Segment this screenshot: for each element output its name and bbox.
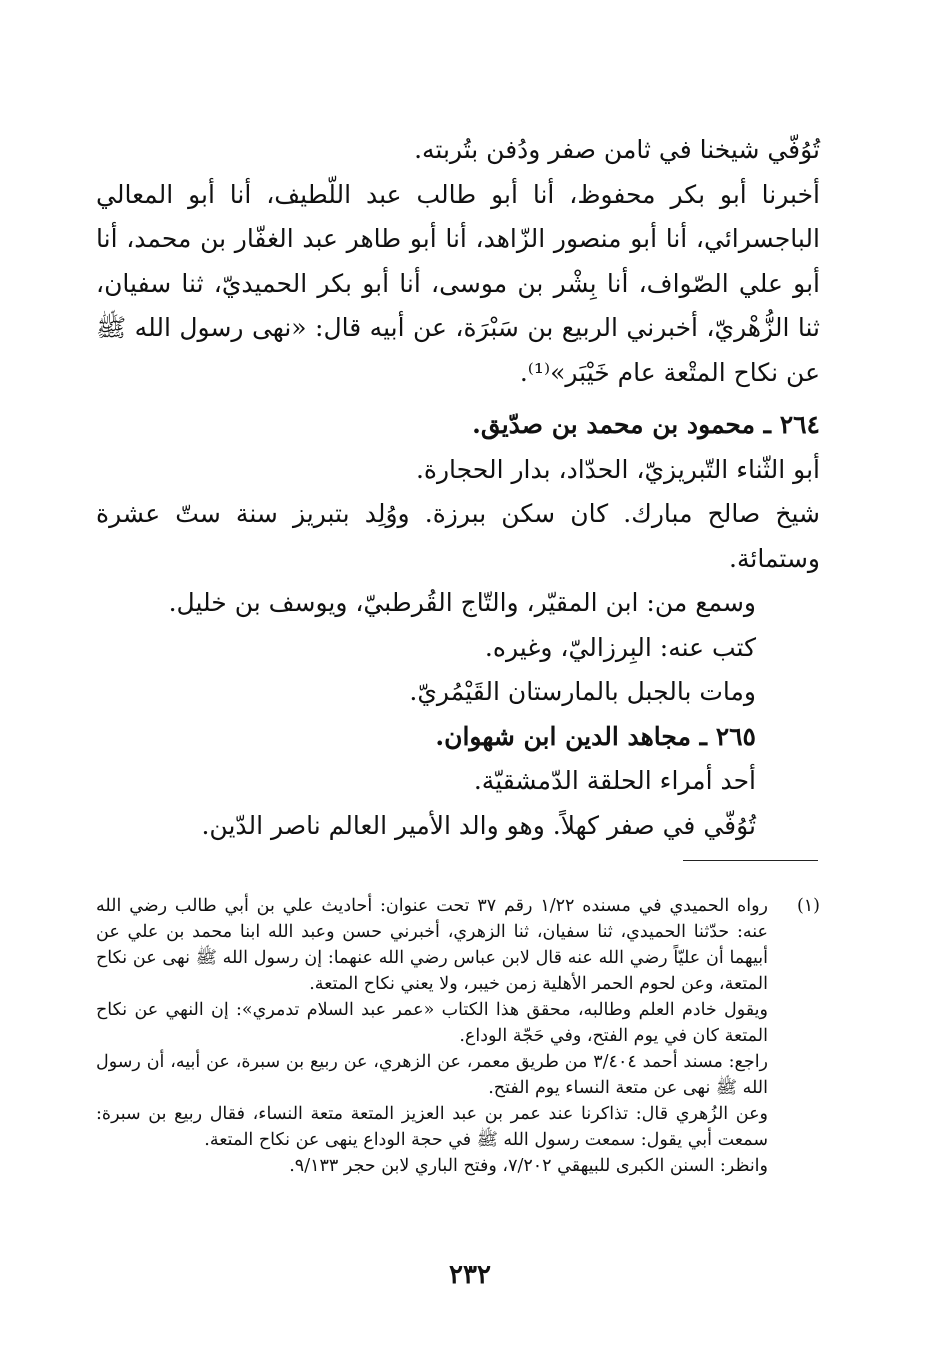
footnote-paragraph: وعن الزُهري قال: تذاكرنا عند عمر بن عبد العزيز المتعة متعة النساء، فقال ربيع بن سبرة: سمعت أبي يقول: سمعت رسول الله ﷺ في حجة الوداع ينهى عن نكاح المتعة. [96,1104,768,1150]
footnote-paragraph: ويقول خادم العلم وطالبه، محقق هذا الكتاب «عمر عبد السلام تدمري»: إن النهي عن نكاح المتعة كان في يوم الفتح، وفي حَجّة الوداع. [96,1000,768,1046]
entry-265-line: تُوُفّي في صفر كهلاً. وهو والد الأمير العالم ناصر الدّين. [201,810,756,840]
footnotes [96,893,820,1179]
entry-265-line: أحد أمراء الحلقة الدّمشقيّة. [473,766,756,795]
paragraph-hadith-chain: أخبرنا أبو بكر محفوظ، أنا أبو طالب عبد اللّطيف، أنا أبو المعالي الباجسرائي، أنا أبو منصور الزّاهد، أنا أبو طاهر عبد الغفّار بن محمد، أنا أبو علي الصّواف، أنا بِشْر بن موسى، أنا أبو بكر الحميديّ، ثنا سفيان، ثنا الزُّهْريّ، أخبرني الربيع بن سَبْرَة، عن أبيه قال: «نهى رسول الله ﷺ عن نكاح المتْعة عام خَيْبَر»⁽¹⁾. [96,179,820,387]
footnote-1 [96,893,820,1179]
footnote-divider [683,860,818,861]
footnote-paragraph: راجع: مسند أحمد ٣/٤٠٤ من طريق معمر، عن الزهري، عن ربيع بن سبرة، عن أبيه، أن رسول الله ﷺ نهى عن متعة النساء يوم الفتح. [96,1052,769,1098]
main-text [96,128,820,848]
paragraph-death-note: تُوُفّي شيخنا في ثامن صفر ودُفن بتُربته. [414,135,820,164]
entry-264-line: أبو الثّناء التّبريزيّ، الحدّاد، بدار الحجارة. [415,454,820,484]
footnote-paragraph: رواه الحميدي في مسنده ١/٢٢ رقم ٣٧ تحت عنوان: أحاديث علي بن أبي طالب رضي الله عنه: حدّثنا الحميدي، ثنا سفيان، ثنا الزهري، أخبرني حسن وعبد الله ابنا محمد بن علي عن أبيهما أن عليّاً رضي الله عنه قال لابن عباس رضي الله عنهما: إن رسول الله ﷺ نهى عن نكاح المتعة، وعن لحوم الحمر الأهلية زمن خيبر، ولا يعني نكاح المتعة. [96,896,769,994]
entry-264-subline: وسمع من: ابن المقيّر، والتّاج القُرطبيّ، ويوسف بن خليل. [168,588,756,617]
page-number: ٢٣٢ [449,1260,491,1290]
entry-265-title: ٢٦٥ ـ مجاهد الدين ابن شهوان. [435,721,756,751]
entry-264-subline: كتب عنه: البِرزاليّ، وغيره. [484,632,756,662]
entry-264-title: ٢٦٤ ـ محمود بن محمد بن صدّيق. [472,410,820,439]
entry-264-subline: ومات بالجبل بالمارستان القَيْمُريّ. [409,677,756,706]
footnote-number: (١) [796,896,820,916]
footnote-paragraph: وانظر: السنن الكبرى للبيهقي ٧/٢٠٢، وفتح الباري لابن حجر ٩/١٣٣. [289,1156,768,1176]
footnote-body [96,893,768,1179]
entry-264-line: شيخ صالح مبارك. كان سكن ببرزة. ووُلِد بتبريز سنة ستّ عشرة وستمائة. [96,499,820,573]
